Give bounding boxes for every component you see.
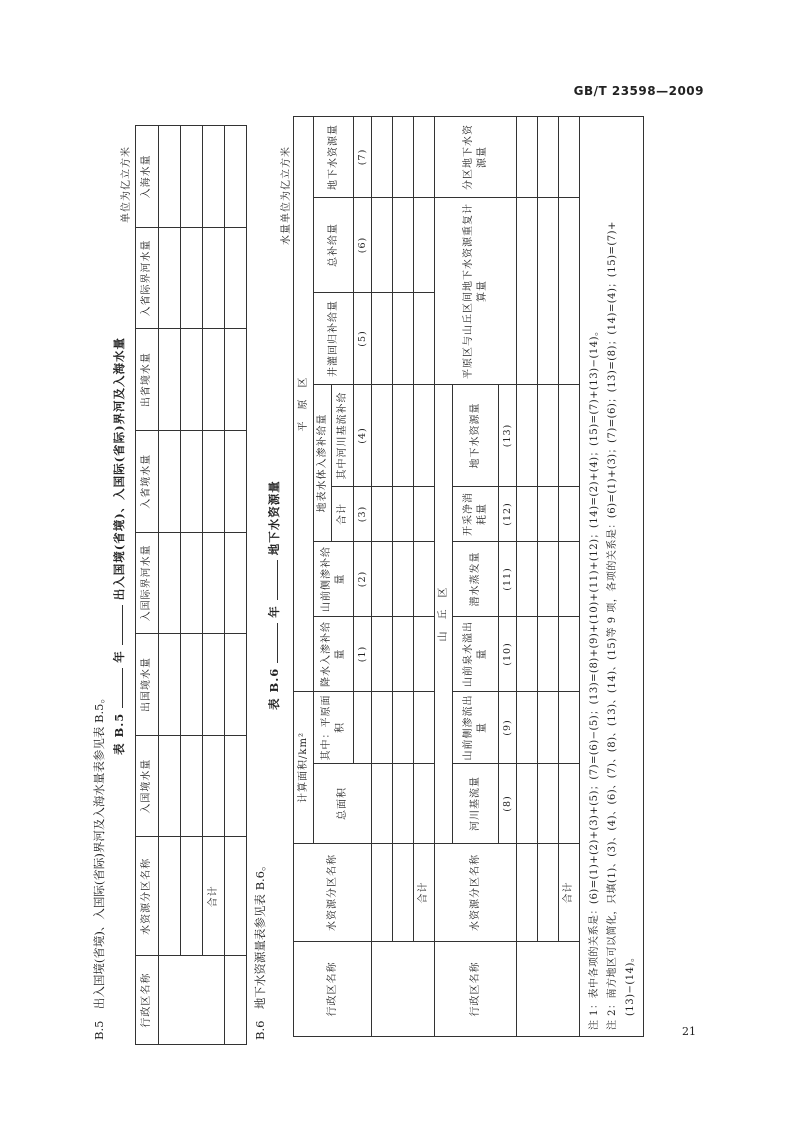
b6-header-c7: 地下水资源量 (314, 116, 354, 197)
b5-header-in-country: 入国境水量 (136, 735, 159, 837)
b5-section-heading: B.5 出入国境(省境)、入国际(省际)界河及入海水量表参见表 B.5。 (92, 692, 106, 1040)
table-row (414, 116, 435, 1036)
table-row (372, 116, 393, 1036)
b6-header-c11: 潜水蒸发量 (453, 541, 499, 616)
table-row (559, 116, 580, 1036)
b5-year-blank-2 (111, 605, 123, 645)
b6-header-c5: 井灌回归补给量 (314, 292, 354, 384)
b6-header-mountain-group: 山 丘 区 (435, 384, 453, 843)
b5-title-text: 出入国境(省境)、入国际(省际)界河及入海水量 (112, 336, 126, 601)
b5-header-intl-border-river: 入国际界河水量 (136, 532, 159, 634)
table-row (517, 116, 538, 1036)
b6-lower-header-admin: 行政区名称 (435, 942, 517, 1037)
b6-col-num-1: (1) (354, 616, 372, 691)
b5-table (135, 125, 247, 1045)
b6-col-num-7: (7) (354, 116, 372, 197)
b6-header-area-group: 计算面积/km² (294, 691, 314, 843)
b5-year-blank (111, 668, 123, 708)
b6-col-num-8: (8) (499, 764, 517, 844)
b5-header-out-country: 出国境水量 (136, 634, 159, 736)
table-row (393, 116, 414, 1036)
b6-lower-header-zone: 水资源分区名称 (435, 844, 517, 942)
table-row (203, 126, 225, 1045)
b6-note-1: 注 1：表中各项的关系是：(6)=(1)+(2)+(3)+(5)；(7)=(6)−(5)；(13)=(8)+(9)+(10)+(11)+(12)；(14)=(2)+(4)；(15)=(7)+(13)−(14)。 (589, 325, 600, 1030)
b6-header-c6: 总补给量 (314, 197, 354, 292)
b6-title-text: 地下水资源量 (267, 480, 281, 556)
b6-upper-admin-cell[interactable] (372, 942, 435, 1037)
b6-upper-total-label: 合计 (414, 844, 435, 942)
b6-upper-table (293, 116, 644, 1037)
b5-header-zone: 水资源分区名称 (136, 837, 159, 956)
b6-col-num-11: (11) (499, 541, 517, 616)
b6-col-num-12: (12) (499, 486, 517, 541)
b5-table-title (111, 337, 127, 755)
b6-section-heading: B.6 地下水资源量表参见表 B.6。 (253, 859, 267, 1040)
b6-table-number: 表 B.6 (267, 667, 281, 710)
b6-col-num-6: (6) (354, 197, 372, 292)
b6-col-num-3: (3) (354, 486, 372, 541)
b5-header-admin: 行政区名称 (136, 956, 159, 1045)
b6-header-c10: 山前泉水溢出量 (453, 616, 499, 691)
b5-header-out-province: 出省境水量 (136, 329, 159, 431)
b6-header-c9: 山前侧渗流出量 (453, 691, 499, 763)
b6-lower-admin-cell[interactable] (517, 942, 580, 1037)
b6-header-c2: 山前侧渗补给量 (314, 541, 354, 616)
b6-col-num-4: (4) (354, 384, 372, 486)
b6-col-num-2: (2) (354, 541, 372, 616)
b5-year-label: 年 (112, 650, 126, 663)
page-number: 21 (682, 1025, 696, 1038)
notes-row (580, 116, 644, 1036)
b5-admin-cell[interactable] (159, 956, 225, 1045)
b5-unit: 单位为亿立方米 (121, 146, 132, 223)
b6-header-plain-group: 平 原 区 (294, 116, 314, 691)
b5-total-label: 合计 (203, 837, 225, 956)
b6-note-2: 注 2：南方地区可以简化，只填(1)、(3)、(4)、(6)、(7)、(8)、(13)、(14)、(15)等 9 项，各项的关系是：(6)=(1)+(3)；(7)=(6)；(13)=(8)；(14)=(4)；(15)=(7)+ (607, 221, 618, 1030)
b6-notes-cell (580, 116, 644, 1036)
b5-header-in-province: 入省境水量 (136, 430, 159, 532)
b6-col-num-5: (5) (354, 292, 372, 384)
table-row (225, 126, 247, 1045)
b5-header-prov-border-river: 入省际界河水量 (136, 227, 159, 329)
b6-lower-total-label: 合计 (559, 844, 580, 942)
b6-year-blank-2 (266, 560, 278, 600)
standard-number: GB/T 23598—2009 (573, 84, 704, 98)
b6-header-c15: 分区地下水资源量 (435, 116, 517, 197)
b6-year-blank (266, 623, 278, 663)
b6-header-c12: 开采净消耗量 (453, 486, 499, 541)
b6-header-c4: 其中河川基流补给 (332, 384, 354, 486)
b6-year-label: 年 (267, 605, 281, 618)
b6-header-surface-group: 地表水体入渗补给量 (314, 384, 332, 541)
b6-header-c14: 平原区与山丘区间地下水资源重复计算量 (435, 197, 517, 384)
b6-header-plain-area: 其中：平原面积 (314, 691, 354, 763)
b6-table-title (266, 480, 282, 710)
b5-table-number: 表 B.5 (112, 712, 126, 755)
b5-header-to-sea: 入海水量 (136, 126, 159, 228)
b6-header-c13: 地下水资源量 (453, 384, 499, 486)
b6-unit: 水量单位为亿立方米 (281, 146, 292, 245)
b6-col-num-10: (10) (499, 616, 517, 691)
b6-header-c8: 河川基流量 (453, 764, 499, 844)
b6-col-num-13: (13) (499, 384, 517, 486)
b6-header-zone: 水资源分区名称 (294, 844, 372, 942)
b6-header-c3: 合计 (332, 486, 354, 541)
table-row (181, 126, 203, 1045)
b6-col-num-9: (9) (499, 691, 517, 763)
b6-header-c1: 降水入渗补给量 (314, 616, 354, 691)
rotated-page-content (85, 123, 705, 1040)
table-row (538, 116, 559, 1036)
table-row (159, 126, 181, 1045)
b6-header-admin: 行政区名称 (294, 942, 372, 1037)
b6-note-2-cont: (13)−(14)。 (625, 951, 636, 1016)
b6-header-total-area: 总面积 (314, 764, 372, 844)
